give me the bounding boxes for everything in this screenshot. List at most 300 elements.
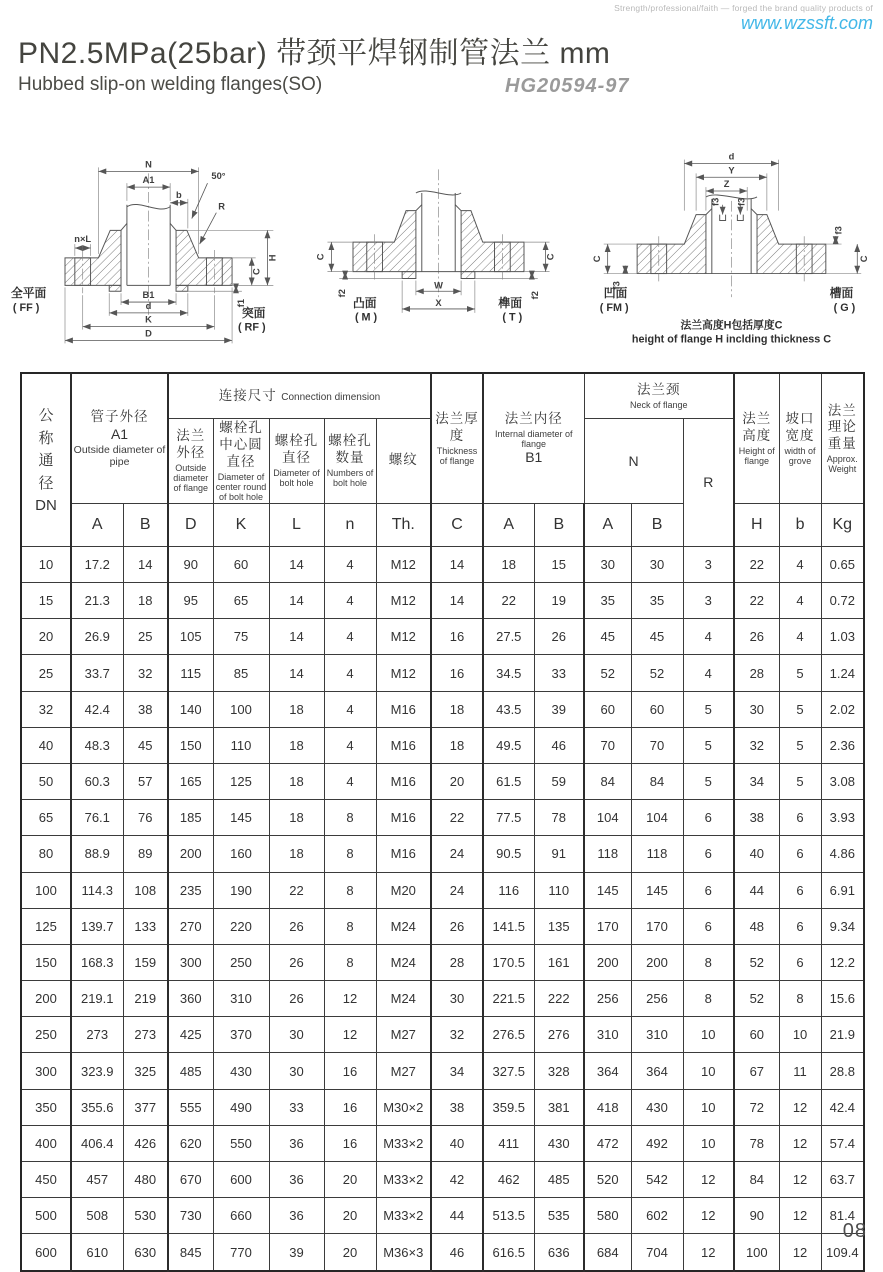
col-header-dn-cn: 公称通径 bbox=[38, 407, 54, 492]
table-cell: 32 bbox=[123, 655, 168, 691]
table-cell: 2.36 bbox=[821, 727, 864, 763]
table-cell: 141.5 bbox=[483, 908, 534, 944]
letter-c: C bbox=[431, 503, 483, 546]
table-cell: M36×3 bbox=[376, 1234, 431, 1271]
table-cell: 60 bbox=[213, 546, 269, 582]
table-cell: 26 bbox=[431, 908, 483, 944]
face-code-t: ( T ) bbox=[502, 311, 523, 324]
table-cell: 36 bbox=[269, 1198, 324, 1234]
letter-n: n bbox=[324, 503, 376, 546]
table-header bbox=[21, 373, 864, 546]
table-cell: 116 bbox=[483, 872, 534, 908]
table-cell: 88.9 bbox=[71, 836, 123, 872]
table-cell: 14 bbox=[431, 583, 483, 619]
table-cell: 35 bbox=[631, 583, 683, 619]
dim-label-a1: A1 bbox=[142, 175, 155, 186]
table-cell: 6 bbox=[779, 872, 821, 908]
table-cell: 630 bbox=[123, 1234, 168, 1271]
table-row bbox=[21, 655, 864, 691]
table-cell: M16 bbox=[376, 691, 431, 727]
face-label-ff: 全平面 bbox=[10, 287, 47, 301]
table-cell: 20 bbox=[21, 619, 71, 655]
table-cell: 65 bbox=[213, 583, 269, 619]
table-cell: 40 bbox=[734, 836, 779, 872]
table-cell: 81.4 bbox=[821, 1198, 864, 1234]
table-cell: 12 bbox=[683, 1198, 734, 1234]
table-cell: 60.3 bbox=[71, 763, 123, 799]
table-cell: 200 bbox=[21, 981, 71, 1017]
table-cell: 730 bbox=[168, 1198, 213, 1234]
dim-label-w: W bbox=[434, 280, 443, 291]
table-cell: 133 bbox=[123, 908, 168, 944]
table-cell: M16 bbox=[376, 800, 431, 836]
table-cell: 5 bbox=[683, 727, 734, 763]
table-cell: 46 bbox=[534, 727, 584, 763]
letter-b-bore: B bbox=[534, 503, 584, 546]
table-cell: 235 bbox=[168, 872, 213, 908]
table-cell: 276.5 bbox=[483, 1017, 534, 1053]
letter-kg: Kg bbox=[821, 503, 864, 546]
table-cell: 4 bbox=[324, 583, 376, 619]
table-cell: 27.5 bbox=[483, 619, 534, 655]
technical-drawings bbox=[0, 146, 883, 358]
table-cell: 355.6 bbox=[71, 1089, 123, 1125]
table-row bbox=[21, 800, 864, 836]
table-cell: 457 bbox=[71, 1162, 123, 1198]
face-code-m: ( M ) bbox=[354, 311, 378, 324]
table-cell: 105 bbox=[168, 619, 213, 655]
table-cell: 430 bbox=[213, 1053, 269, 1089]
table-cell: M16 bbox=[376, 763, 431, 799]
table-cell: 220 bbox=[213, 908, 269, 944]
table-cell: 85 bbox=[213, 655, 269, 691]
table-cell: 84 bbox=[631, 763, 683, 799]
table-cell: 323.9 bbox=[71, 1053, 123, 1089]
table-cell: 18 bbox=[431, 691, 483, 727]
table-cell: 660 bbox=[213, 1198, 269, 1234]
table-cell: 770 bbox=[213, 1234, 269, 1271]
table-cell: 12 bbox=[779, 1162, 821, 1198]
table-cell: 22 bbox=[483, 583, 534, 619]
dim-label-k: K bbox=[145, 314, 152, 325]
table-cell: 310 bbox=[584, 1017, 631, 1053]
table-cell: 90 bbox=[168, 546, 213, 582]
table-cell: 100 bbox=[213, 691, 269, 727]
table-cell: 70 bbox=[631, 727, 683, 763]
table-cell: 84 bbox=[734, 1162, 779, 1198]
table-cell: 32 bbox=[21, 691, 71, 727]
table-cell: 200 bbox=[631, 944, 683, 980]
table-cell: 24 bbox=[431, 836, 483, 872]
table-cell: 22 bbox=[734, 546, 779, 582]
table-cell: M12 bbox=[376, 619, 431, 655]
table-cell: 115 bbox=[168, 655, 213, 691]
table-cell: 20 bbox=[324, 1162, 376, 1198]
table-cell: M24 bbox=[376, 908, 431, 944]
drawing-caption-en: height of flange H inclding thickness C bbox=[631, 333, 832, 346]
table-cell: 48 bbox=[734, 908, 779, 944]
table-cell: 3 bbox=[683, 546, 734, 582]
col-header-weight: 法兰理论重量 Approx. Weight bbox=[821, 373, 864, 503]
table-cell: 170 bbox=[584, 908, 631, 944]
dim-label-h: H bbox=[267, 254, 278, 262]
letter-a-pipe: A bbox=[71, 503, 123, 546]
table-cell: 4.86 bbox=[821, 836, 864, 872]
table-cell: 145 bbox=[213, 800, 269, 836]
table-cell: 10 bbox=[779, 1017, 821, 1053]
table-cell: 12.2 bbox=[821, 944, 864, 980]
table-cell: 462 bbox=[483, 1162, 534, 1198]
face-code-rf: ( RF ) bbox=[237, 321, 266, 334]
table-cell: M27 bbox=[376, 1017, 431, 1053]
table-cell: 16 bbox=[324, 1053, 376, 1089]
table-cell: 364 bbox=[584, 1053, 631, 1089]
table-cell: 222 bbox=[534, 981, 584, 1017]
letter-h: H bbox=[734, 503, 779, 546]
brand-tagline: Strength/professional/faith — forged the brand quality products of bbox=[614, 3, 873, 13]
table-cell: 256 bbox=[584, 981, 631, 1017]
table-cell: 39 bbox=[269, 1234, 324, 1271]
table-cell: 12 bbox=[779, 1198, 821, 1234]
letter-th: Th. bbox=[376, 503, 431, 546]
table-cell: 61.5 bbox=[483, 763, 534, 799]
table-cell: 30 bbox=[269, 1053, 324, 1089]
table-cell: 135 bbox=[534, 908, 584, 944]
table-cell: 610 bbox=[71, 1234, 123, 1271]
table-cell: 12 bbox=[324, 981, 376, 1017]
col-header-thread: 螺纹 bbox=[376, 419, 431, 504]
table-cell: 26 bbox=[269, 981, 324, 1017]
table-cell: 300 bbox=[21, 1053, 71, 1089]
table-cell: 12 bbox=[683, 1234, 734, 1271]
table-cell: 3 bbox=[683, 583, 734, 619]
table-cell: 256 bbox=[631, 981, 683, 1017]
table-cell: 273 bbox=[123, 1017, 168, 1053]
table-cell: 5 bbox=[683, 763, 734, 799]
table-cell: 4 bbox=[324, 727, 376, 763]
table-cell: 52 bbox=[584, 655, 631, 691]
page-number: 08 bbox=[842, 1220, 867, 1242]
table-cell: 542 bbox=[631, 1162, 683, 1198]
page-subtitle-en: Hubbed slip-on welding flanges(SO) bbox=[18, 74, 323, 95]
table-cell: 25 bbox=[123, 619, 168, 655]
table-cell: M33×2 bbox=[376, 1198, 431, 1234]
table-cell: 500 bbox=[21, 1198, 71, 1234]
dim-label-f3-a: f3 bbox=[710, 197, 721, 206]
letter-k: K bbox=[213, 503, 269, 546]
group-header-connection: 连接尺寸 Connection dimension bbox=[168, 373, 431, 419]
table-row bbox=[21, 1162, 864, 1198]
table-cell: 200 bbox=[584, 944, 631, 980]
table-cell: 26 bbox=[534, 619, 584, 655]
table-cell: 616.5 bbox=[483, 1234, 534, 1271]
face-label-g: 槽面 bbox=[829, 287, 854, 301]
letter-a-neck: A bbox=[584, 503, 631, 546]
table-cell: 4 bbox=[324, 763, 376, 799]
table-cell: 150 bbox=[168, 727, 213, 763]
table-cell: 520 bbox=[584, 1162, 631, 1198]
table-cell: 406.4 bbox=[71, 1125, 123, 1161]
table-cell: 426 bbox=[123, 1125, 168, 1161]
table-cell: 364 bbox=[631, 1053, 683, 1089]
table-cell: 350 bbox=[21, 1089, 71, 1125]
table-cell: 38 bbox=[123, 691, 168, 727]
table-cell: 325 bbox=[123, 1053, 168, 1089]
table-cell: 10 bbox=[683, 1053, 734, 1089]
table-cell: 12 bbox=[779, 1089, 821, 1125]
table-cell: 600 bbox=[21, 1234, 71, 1271]
table-cell: 90 bbox=[734, 1198, 779, 1234]
face-code-fm: ( FM ) bbox=[599, 301, 629, 314]
table-cell: 36 bbox=[269, 1162, 324, 1198]
table-cell: M33×2 bbox=[376, 1162, 431, 1198]
table-cell: 35 bbox=[584, 583, 631, 619]
table-cell: 4 bbox=[324, 546, 376, 582]
table-cell: 18 bbox=[269, 691, 324, 727]
table-cell: M33×2 bbox=[376, 1125, 431, 1161]
table-cell: 80 bbox=[21, 836, 71, 872]
table-cell: 20 bbox=[324, 1234, 376, 1271]
table-cell: 52 bbox=[631, 655, 683, 691]
table-cell: 580 bbox=[584, 1198, 631, 1234]
table-cell: 100 bbox=[734, 1234, 779, 1271]
table-cell: 8 bbox=[324, 800, 376, 836]
dim-label-f3-d: f3 bbox=[611, 281, 622, 290]
table-cell: 18 bbox=[269, 800, 324, 836]
table-cell: 550 bbox=[213, 1125, 269, 1161]
table-cell: 44 bbox=[734, 872, 779, 908]
table-cell: 5 bbox=[779, 655, 821, 691]
table-row bbox=[21, 1234, 864, 1271]
flange-spec-table bbox=[20, 372, 865, 1272]
table-cell: 26 bbox=[269, 908, 324, 944]
table-cell: 8 bbox=[779, 981, 821, 1017]
table-cell: 95 bbox=[168, 583, 213, 619]
dim-label-angle: 50° bbox=[211, 171, 226, 182]
dim-label-c-left: C bbox=[315, 253, 326, 261]
table-cell: 12 bbox=[779, 1234, 821, 1271]
table-cell: 270 bbox=[168, 908, 213, 944]
table-cell: 4 bbox=[324, 619, 376, 655]
brand-website-link[interactable]: www.wzssft.com bbox=[740, 13, 873, 33]
table-cell: 28 bbox=[431, 944, 483, 980]
table-cell: 4 bbox=[324, 691, 376, 727]
table-cell: 18 bbox=[269, 727, 324, 763]
table-cell: 10 bbox=[683, 1017, 734, 1053]
table-cell: 8 bbox=[324, 872, 376, 908]
table-cell: 620 bbox=[168, 1125, 213, 1161]
dim-label-r: R bbox=[218, 201, 226, 212]
table-cell: 10 bbox=[683, 1125, 734, 1161]
table-cell: M20 bbox=[376, 872, 431, 908]
table-cell: 60 bbox=[734, 1017, 779, 1053]
letter-b-neck: B bbox=[631, 503, 683, 546]
dim-label-d: d bbox=[145, 300, 152, 311]
table-cell: 5 bbox=[779, 763, 821, 799]
drawing-caption-cn: 法兰高度H包括厚度C bbox=[680, 319, 783, 332]
table-cell: 4 bbox=[779, 619, 821, 655]
flange-section bbox=[637, 195, 826, 297]
table-cell: 0.72 bbox=[821, 583, 864, 619]
table-cell: 15 bbox=[534, 546, 584, 582]
table-cell: 76 bbox=[123, 800, 168, 836]
col-header-groove: 坡口宽度 width of grove bbox=[779, 373, 821, 503]
table-cell: 22 bbox=[269, 872, 324, 908]
table-cell: 4 bbox=[683, 655, 734, 691]
table-cell: 14 bbox=[431, 546, 483, 582]
table-row bbox=[21, 872, 864, 908]
dim-label-x: X bbox=[435, 298, 442, 308]
table-cell: 22 bbox=[431, 800, 483, 836]
table-cell: M16 bbox=[376, 727, 431, 763]
table-cell: 84 bbox=[584, 763, 631, 799]
table-cell: 360 bbox=[168, 981, 213, 1017]
table-cell: 150 bbox=[21, 944, 71, 980]
table-cell: 430 bbox=[534, 1125, 584, 1161]
table-cell: 52 bbox=[734, 981, 779, 1017]
table-cell: 22 bbox=[734, 583, 779, 619]
table-cell: 15.6 bbox=[821, 981, 864, 1017]
dim-label-b: b bbox=[176, 189, 182, 200]
table-cell: 109.4 bbox=[821, 1234, 864, 1271]
table-cell: 4 bbox=[779, 546, 821, 582]
table-cell: 8 bbox=[324, 908, 376, 944]
table-row bbox=[21, 908, 864, 944]
table-cell: 18 bbox=[123, 583, 168, 619]
table-cell: 43.5 bbox=[483, 691, 534, 727]
table-cell: 57.4 bbox=[821, 1125, 864, 1161]
table-cell: 704 bbox=[631, 1234, 683, 1271]
table-cell: 8 bbox=[683, 981, 734, 1017]
table-row bbox=[21, 727, 864, 763]
table-cell: 450 bbox=[21, 1162, 71, 1198]
table-cell: 57 bbox=[123, 763, 168, 799]
table-cell: 10 bbox=[21, 546, 71, 582]
table-cell: 472 bbox=[584, 1125, 631, 1161]
table-cell: 108 bbox=[123, 872, 168, 908]
table-cell: 430 bbox=[631, 1089, 683, 1125]
table-cell: 39 bbox=[534, 691, 584, 727]
letter-b-pipe: B bbox=[123, 503, 168, 546]
table-cell: 17.2 bbox=[71, 546, 123, 582]
table-cell: 104 bbox=[631, 800, 683, 836]
table-cell: 30 bbox=[584, 546, 631, 582]
table-cell: 508 bbox=[71, 1198, 123, 1234]
table-cell: 5 bbox=[779, 727, 821, 763]
table-cell: 20 bbox=[324, 1198, 376, 1234]
table-cell: 21.3 bbox=[71, 583, 123, 619]
dim-label-c: C bbox=[251, 268, 262, 275]
table-cell: 28 bbox=[734, 655, 779, 691]
drawing-ff-rf bbox=[8, 146, 293, 352]
table-cell: M27 bbox=[376, 1053, 431, 1089]
group-header-bore: 法兰内径 Internal diameter of flange B1 bbox=[483, 373, 584, 503]
table-cell: 370 bbox=[213, 1017, 269, 1053]
table-row bbox=[21, 981, 864, 1017]
table-cell: M16 bbox=[376, 836, 431, 872]
table-cell: 18 bbox=[269, 836, 324, 872]
table-cell: 1.24 bbox=[821, 655, 864, 691]
letter-d: D bbox=[168, 503, 213, 546]
table-cell: 485 bbox=[534, 1162, 584, 1198]
table-cell: 45 bbox=[123, 727, 168, 763]
table-cell: 28.8 bbox=[821, 1053, 864, 1089]
table-row bbox=[21, 546, 864, 582]
table-cell: 327.5 bbox=[483, 1053, 534, 1089]
face-label-m: 凸面 bbox=[353, 296, 377, 310]
drawing-fm-g bbox=[588, 146, 873, 352]
table-row bbox=[21, 1017, 864, 1053]
table-cell: 300 bbox=[168, 944, 213, 980]
table-cell: 6 bbox=[683, 872, 734, 908]
table-cell: 78 bbox=[734, 1125, 779, 1161]
table-cell: 310 bbox=[631, 1017, 683, 1053]
table-cell: 89 bbox=[123, 836, 168, 872]
table-cell: 185 bbox=[168, 800, 213, 836]
table-cell: 12 bbox=[683, 1162, 734, 1198]
table-cell: 46 bbox=[431, 1234, 483, 1271]
table-cell: 276 bbox=[534, 1017, 584, 1053]
table-cell: 44 bbox=[431, 1198, 483, 1234]
letter-b-groove: b bbox=[779, 503, 821, 546]
table-cell: 78 bbox=[534, 800, 584, 836]
table-cell: 159 bbox=[123, 944, 168, 980]
table-cell: 118 bbox=[584, 836, 631, 872]
table-cell: 555 bbox=[168, 1089, 213, 1125]
table-cell: 77.5 bbox=[483, 800, 534, 836]
table-cell: 8 bbox=[324, 944, 376, 980]
table-cell: 5 bbox=[683, 691, 734, 727]
table-cell: M24 bbox=[376, 981, 431, 1017]
table-cell: 59 bbox=[534, 763, 584, 799]
table-cell: 19 bbox=[534, 583, 584, 619]
table-cell: 26 bbox=[734, 619, 779, 655]
table-cell: 602 bbox=[631, 1198, 683, 1234]
table-cell: 139.7 bbox=[71, 908, 123, 944]
table-cell: 67 bbox=[734, 1053, 779, 1089]
dim-label-c-right: C bbox=[859, 255, 870, 263]
table-cell: 18 bbox=[483, 546, 534, 582]
table-cell: 219 bbox=[123, 981, 168, 1017]
table-cell: 40 bbox=[431, 1125, 483, 1161]
table-cell: 16 bbox=[324, 1125, 376, 1161]
table-cell: 219.1 bbox=[71, 981, 123, 1017]
dim-label-y: Y bbox=[728, 165, 735, 176]
group-header-neck: 法兰颈 Neck of flange bbox=[584, 373, 734, 419]
table-cell: 6 bbox=[779, 944, 821, 980]
table-cell: 328 bbox=[534, 1053, 584, 1089]
table-cell: 33 bbox=[269, 1089, 324, 1125]
table-cell: 377 bbox=[123, 1089, 168, 1125]
table-cell: 34 bbox=[431, 1053, 483, 1089]
table-row bbox=[21, 944, 864, 980]
table-cell: 125 bbox=[21, 908, 71, 944]
group-header-pipe-od: 管子外径 A1 Outside diameter of pipe bbox=[71, 373, 168, 503]
table-cell: 381 bbox=[534, 1089, 584, 1125]
table-cell: 45 bbox=[631, 619, 683, 655]
col-header-neck-r: R bbox=[683, 419, 734, 547]
col-header-flange-od: 法兰外径 Outside diameter of flange bbox=[168, 419, 213, 504]
table-cell: 535 bbox=[534, 1198, 584, 1234]
table-cell: 6 bbox=[779, 800, 821, 836]
dim-label-n: N bbox=[145, 159, 152, 170]
table-cell: 42 bbox=[431, 1162, 483, 1198]
table-cell: 250 bbox=[21, 1017, 71, 1053]
face-label-rf: 突面 bbox=[241, 306, 266, 320]
table-cell: 273 bbox=[71, 1017, 123, 1053]
table-row bbox=[21, 1053, 864, 1089]
table-cell: 418 bbox=[584, 1089, 631, 1125]
